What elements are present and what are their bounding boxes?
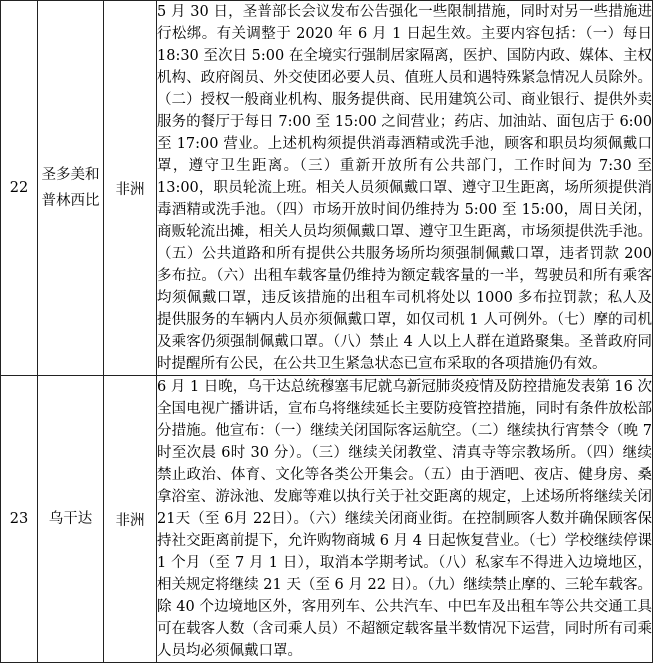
measures-text: 5 月 30 日，圣普部长会议发布公告强化一些限制措施，同时对另一些措施进行松绑。有关调整于 2020 年 6 月 1 日起生效。主要内容包括：（一）每日 18:30 至次日 5:00 在全境实行强制居家隔离，医护、国防内政、媒体、主权机构、政府阁员、外交使团必要人员、值班人员和遇特殊紧急情况人员除外。（二）授权一般商业机构、服务提供商、民用建筑公司、商业银行、提供外卖服务的餐厅于每日 7:00 至 15:00 之间营业；药店、加油站、面包店于 6:00 至 17:00 营业。上述机构须提供消毒酒精或洗手池，顾客和职员均须佩戴口罩，遵守卫生距离。（三）重新开放所有公共部门，工作时间为 7:30 至 13:00，职员轮流上班。相关人员须佩戴口罩、遵守卫生距离，场所须提供消毒酒精或洗手池。（四）市场开放时间仍维持为 5:00 至 15:00，周日关闭，商贩轮流出摊，相关人员均须佩戴口罩、遵守卫生距离，市场须提供洗手池。（五）公共道路和所有提供公共服务场所均须强制佩戴口罩，违者罚款 200 多布拉。（六）出租车载客量仍维持为额定载客量的一半，驾驶员和所有乘客均须佩戴口罩，违反该措施的出租车司机将处以 1000 多布拉罚款；私人及提供服务的车辆内人员亦须佩戴口罩，如仅司机 1 人可例外。（七）摩的司机及乘客仍须强制佩戴口罩。（八）禁止 4 人以上人群在道路聚集。圣普政府同时提醒所有公民，在公共卫生紧急状态已宣布采取的各项措施仍有效。 [157, 4, 652, 372]
table-row [1, 376, 653, 663]
measures-cell [157, 1, 653, 376]
row-number: 23 [1, 376, 38, 663]
country-cell: 圣多美和普林西比 [38, 1, 104, 376]
region-cell: 非洲 [104, 1, 157, 376]
country-cell: 乌干达 [38, 376, 104, 663]
row-number: 22 [1, 1, 38, 376]
measures-cell [157, 376, 653, 663]
region-cell: 非洲 [104, 376, 157, 663]
table-row [1, 1, 653, 376]
measures-text: 6 月 1 日晚，乌干达总统穆塞韦尼就乌新冠肺炎疫情及防控措施发表第 16 次全国电视广播讲话，宣布乌将继续延长主要防疫管控措施，同时有条件放松部分措施。他宣布：（一）继续关闭国际客运航空。（二）继续执行宵禁令（晚 7时至次晨 6时 30 分）。（三）继续关闭教堂、清真寺等宗教场所。（四）继续禁止政治、体育、文化等各类公开集会。（五）由于酒吧、夜店、健身房、桑拿浴室、游泳池、发廊等难以执行关于社交距离的规定，上述场所将继续关闭 21天（至 6月 22日）。（六）继续关闭商业街。在控制顾客人数并确保顾客保持社交距离前提下，允许购物商城 6 月 4 日起恢复营业。（七）学校继续停课 1 个月（至 7 月 1 日），取消本学期考试。（八）私家车不得进入边境地区，相关规定将继续 21 天（至 6 月 22 日）。（九）继续禁止摩的、三轮车载客。除 40 个边境地区外，客用列车、公共汽车、中巴车及出租车等公共交通工具可在载客人数（含司乘人员）不超额定载客量半数情况下运营，同时所有司乘人员均必须佩戴口罩。 [157, 379, 652, 659]
